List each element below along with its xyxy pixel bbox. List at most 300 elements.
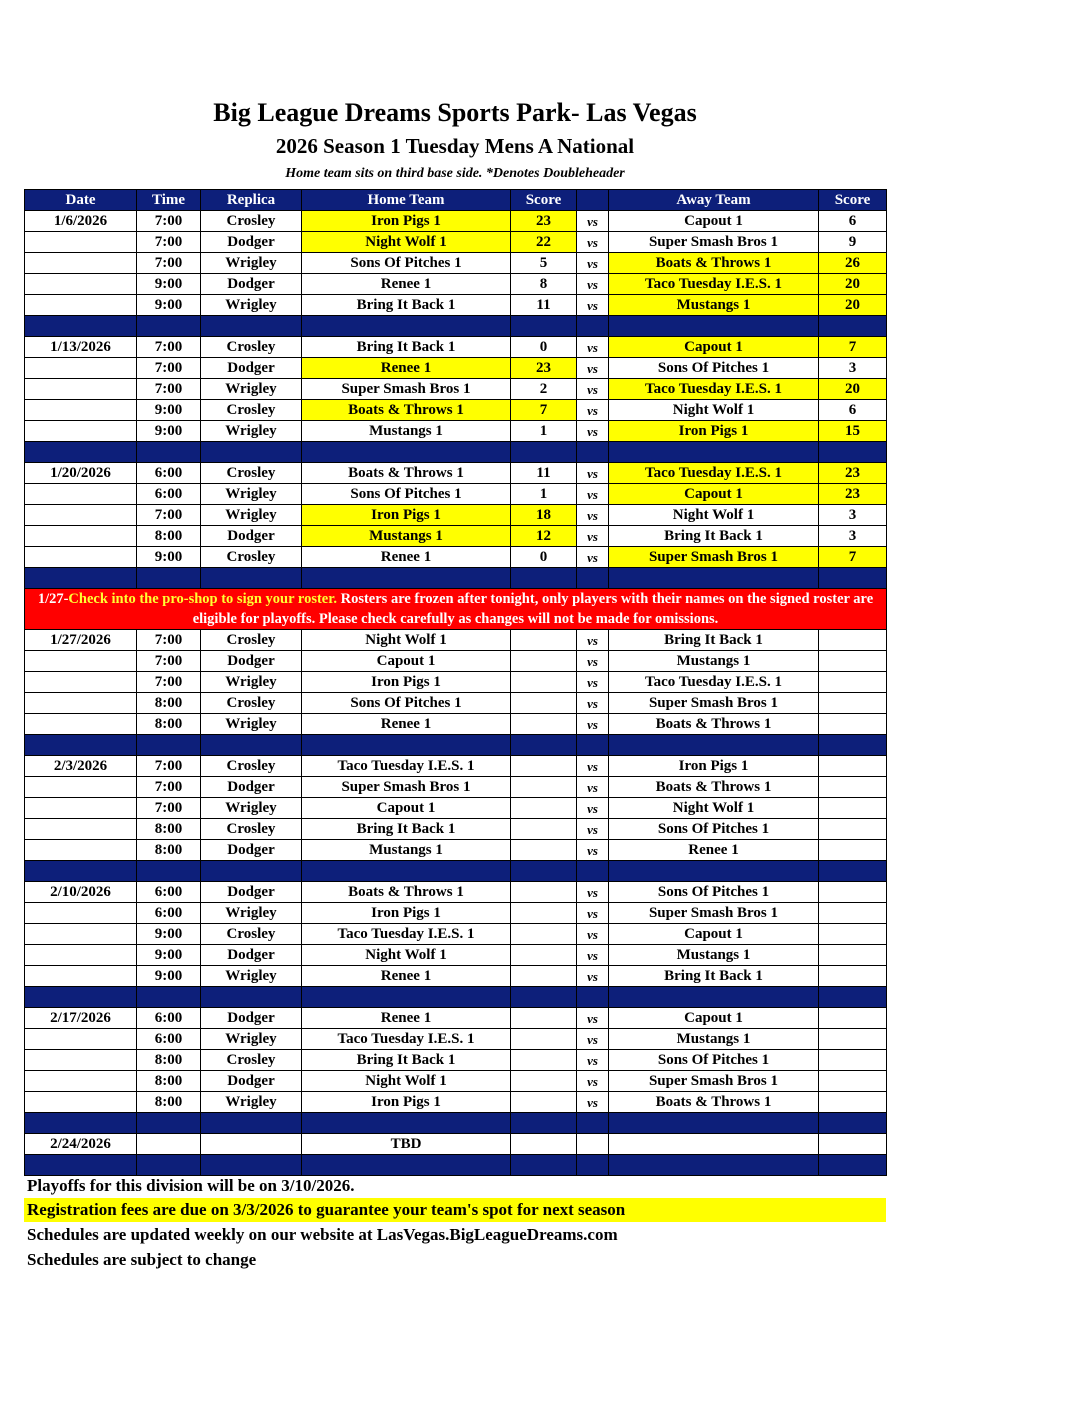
game-time: 9:00 [137,924,201,945]
vs-label: vs [577,211,609,232]
vs-label: vs [577,547,609,568]
separator-cell [609,861,819,882]
home-team: Night Wolf 1 [302,1071,511,1092]
notice-text: Rosters are frozen after tonight, only players with their names on the signed roster are eligible for playoffs. Please check carefully as changes will not be made for omissions. [192,591,874,627]
away-team: Sons Of Pitches 1 [609,882,819,903]
home-score: 11 [511,463,577,484]
game-field: Crosley [201,693,302,714]
home-team: Bring It Back 1 [302,295,511,316]
week-separator [25,568,887,589]
game-time [137,1134,201,1155]
vs-label: vs [577,295,609,316]
away-score [819,819,887,840]
home-team: Bring It Back 1 [302,819,511,840]
home-team: Capout 1 [302,798,511,819]
separator-cell [25,442,137,463]
game-time: 9:00 [137,421,201,442]
away-score: 3 [819,358,887,379]
vs-label: vs [577,274,609,295]
home-score [511,1134,577,1155]
separator-cell [609,1155,819,1176]
separator-cell [819,861,887,882]
game-date [25,232,137,253]
week-separator [25,987,887,1008]
away-team: Sons Of Pitches 1 [609,819,819,840]
game-time: 9:00 [137,400,201,421]
vs-label: vs [577,882,609,903]
game-date [25,819,137,840]
away-score: 9 [819,232,887,253]
away-team: Boats & Throws 1 [609,777,819,798]
game-field: Crosley [201,211,302,232]
notice-lead: 1/27- [37,591,69,607]
separator-cell [25,568,137,589]
vs-label: vs [577,337,609,358]
away-score [819,777,887,798]
col-header-date: Date [25,190,137,211]
home-score [511,819,577,840]
game-field: Wrigley [201,1029,302,1050]
game-field: Crosley [201,756,302,777]
game-date: 2/10/2026 [25,882,137,903]
separator-cell [25,987,137,1008]
separator-cell [302,442,511,463]
game-date [25,505,137,526]
registration-note: Registration fees are due on 3/3/2026 to guarantee your team's spot for next season [24,1198,886,1222]
game-date [25,379,137,400]
away-team: Capout 1 [609,1008,819,1029]
game-row [25,379,887,400]
separator-cell [819,442,887,463]
game-row [25,651,887,672]
game-row [25,1134,887,1155]
vs-label [577,1134,609,1155]
game-field: Dodger [201,651,302,672]
col-header-vs [577,190,609,211]
vs-label: vs [577,819,609,840]
col-header-home-team: Home Team [302,190,511,211]
away-score [819,924,887,945]
home-team: Renee 1 [302,358,511,379]
home-score [511,924,577,945]
home-team: Mustangs 1 [302,526,511,547]
home-score [511,1029,577,1050]
game-time: 7:00 [137,651,201,672]
game-row [25,777,887,798]
away-team: Night Wolf 1 [609,505,819,526]
home-score [511,945,577,966]
away-team: Super Smash Bros 1 [609,1071,819,1092]
separator-cell [609,735,819,756]
col-header-replica: Replica [201,190,302,211]
roster-notice-row [25,589,887,630]
game-date [25,798,137,819]
game-field: Dodger [201,945,302,966]
away-score [819,903,887,924]
game-date [25,253,137,274]
separator-cell [577,1155,609,1176]
away-team: Boats & Throws 1 [609,714,819,735]
separator-cell [137,442,201,463]
away-team: Sons Of Pitches 1 [609,358,819,379]
away-team: Super Smash Bros 1 [609,903,819,924]
game-date: 1/6/2026 [25,211,137,232]
game-row [25,505,887,526]
col-header-time: Time [137,190,201,211]
home-score [511,693,577,714]
separator-cell [577,735,609,756]
game-row [25,547,887,568]
separator-cell [201,442,302,463]
home-score [511,966,577,987]
vs-label: vs [577,505,609,526]
playoffs-note: Playoffs for this division will be on 3/10/2026. [27,1176,355,1195]
vs-label: vs [577,1029,609,1050]
separator-cell [577,316,609,337]
home-score: 1 [511,421,577,442]
game-time: 8:00 [137,526,201,547]
game-row [25,253,887,274]
game-date [25,274,137,295]
game-date [25,358,137,379]
game-time: 6:00 [137,1008,201,1029]
col-header-away-team: Away Team [609,190,819,211]
vs-label: vs [577,945,609,966]
vs-label: vs [577,1092,609,1113]
game-date [25,840,137,861]
separator-cell [201,735,302,756]
separator-cell [511,735,577,756]
away-score: 23 [819,463,887,484]
home-score: 22 [511,232,577,253]
game-time: 9:00 [137,547,201,568]
home-score [511,1071,577,1092]
home-score [511,903,577,924]
away-team: Super Smash Bros 1 [609,693,819,714]
away-team: Sons Of Pitches 1 [609,1050,819,1071]
game-time: 7:00 [137,253,201,274]
game-time: 6:00 [137,882,201,903]
separator-cell [302,735,511,756]
game-date [25,547,137,568]
home-team: Sons Of Pitches 1 [302,693,511,714]
game-time: 6:00 [137,903,201,924]
separator-cell [819,987,887,1008]
away-team: Taco Tuesday I.E.S. 1 [609,274,819,295]
game-time: 6:00 [137,1029,201,1050]
home-score: 23 [511,211,577,232]
away-score [819,1029,887,1050]
vs-label: vs [577,1071,609,1092]
game-field: Dodger [201,274,302,295]
home-team: Boats & Throws 1 [302,463,511,484]
separator-cell [577,568,609,589]
game-row [25,421,887,442]
away-score: 7 [819,337,887,358]
game-date [25,421,137,442]
game-time: 9:00 [137,274,201,295]
game-row [25,630,887,651]
home-team: Renee 1 [302,274,511,295]
vs-label: vs [577,526,609,547]
game-row [25,903,887,924]
separator-cell [511,1155,577,1176]
game-date [25,1029,137,1050]
away-team: Bring It Back 1 [609,966,819,987]
away-score [819,1071,887,1092]
game-date [25,714,137,735]
game-field: Crosley [201,400,302,421]
home-score: 7 [511,400,577,421]
home-score: 0 [511,337,577,358]
home-team: Sons Of Pitches 1 [302,484,511,505]
game-time: 8:00 [137,693,201,714]
game-field: Wrigley [201,714,302,735]
separator-cell [201,568,302,589]
separator-cell [201,316,302,337]
page-title: Big League Dreams Sports Park- Las Vegas [213,98,697,127]
home-team: Renee 1 [302,714,511,735]
game-field: Crosley [201,630,302,651]
home-team: Taco Tuesday I.E.S. 1 [302,924,511,945]
home-score [511,840,577,861]
vs-label: vs [577,693,609,714]
game-date: 2/3/2026 [25,756,137,777]
separator-cell [511,987,577,1008]
game-row [25,1008,887,1029]
website-note: Schedules are updated weekly on our website at LasVegas.BigLeagueDreams.com [27,1225,618,1244]
separator-cell [577,442,609,463]
game-field: Dodger [201,840,302,861]
game-time: 7:00 [137,337,201,358]
home-team: Iron Pigs 1 [302,505,511,526]
game-time: 8:00 [137,714,201,735]
away-score: 3 [819,526,887,547]
week-separator [25,1113,887,1134]
game-date [25,1050,137,1071]
separator-cell [25,1113,137,1134]
separator-cell [25,861,137,882]
away-team: Mustangs 1 [609,295,819,316]
vs-label: vs [577,924,609,945]
separator-cell [819,316,887,337]
separator-cell [201,1113,302,1134]
game-row [25,756,887,777]
home-score [511,672,577,693]
separator-cell [137,316,201,337]
vs-label: vs [577,714,609,735]
game-time: 7:00 [137,672,201,693]
game-date: 2/24/2026 [25,1134,137,1155]
vs-label: vs [577,1050,609,1071]
separator-cell [201,1155,302,1176]
separator-cell [302,861,511,882]
game-row [25,232,887,253]
home-team: Night Wolf 1 [302,945,511,966]
game-time: 8:00 [137,840,201,861]
game-field: Wrigley [201,484,302,505]
game-row [25,295,887,316]
game-row [25,882,887,903]
home-score [511,882,577,903]
game-time: 9:00 [137,295,201,316]
away-score [819,840,887,861]
vs-label: vs [577,966,609,987]
home-team: Iron Pigs 1 [302,903,511,924]
away-score [819,966,887,987]
game-date [25,672,137,693]
home-team: Super Smash Bros 1 [302,379,511,400]
separator-cell [577,1113,609,1134]
home-team: Bring It Back 1 [302,337,511,358]
game-date [25,400,137,421]
game-date [25,526,137,547]
separator-cell [819,1113,887,1134]
away-score: 7 [819,547,887,568]
away-team: Bring It Back 1 [609,526,819,547]
vs-label: vs [577,651,609,672]
separator-cell [819,568,887,589]
vs-label: vs [577,798,609,819]
game-row [25,966,887,987]
vs-label: vs [577,484,609,505]
game-date: 1/20/2026 [25,463,137,484]
vs-label: vs [577,630,609,651]
game-date [25,651,137,672]
separator-cell [609,442,819,463]
roster-notice [25,589,887,630]
away-team: Iron Pigs 1 [609,756,819,777]
game-time: 9:00 [137,966,201,987]
game-row [25,274,887,295]
game-field: Crosley [201,547,302,568]
game-date [25,1092,137,1113]
home-score: 0 [511,547,577,568]
game-time: 7:00 [137,358,201,379]
game-field: Wrigley [201,798,302,819]
game-time: 8:00 [137,1071,201,1092]
game-row [25,463,887,484]
game-row [25,819,887,840]
home-score: 5 [511,253,577,274]
away-team: Super Smash Bros 1 [609,547,819,568]
separator-cell [511,568,577,589]
separator-cell [137,987,201,1008]
table-header-row [25,190,887,211]
home-team: TBD [302,1134,511,1155]
home-score [511,756,577,777]
home-team: Capout 1 [302,651,511,672]
home-score: 2 [511,379,577,400]
game-time: 8:00 [137,819,201,840]
away-score [819,1134,887,1155]
away-team: Boats & Throws 1 [609,253,819,274]
game-field: Crosley [201,337,302,358]
away-team: Bring It Back 1 [609,630,819,651]
game-time: 6:00 [137,484,201,505]
away-score [819,756,887,777]
week-separator [25,316,887,337]
game-row [25,211,887,232]
separator-cell [137,1155,201,1176]
game-date: 2/17/2026 [25,1008,137,1029]
game-row [25,798,887,819]
separator-cell [137,1113,201,1134]
schedule-table [24,189,887,1176]
home-team: Renee 1 [302,966,511,987]
home-team: Taco Tuesday I.E.S. 1 [302,756,511,777]
away-team: Night Wolf 1 [609,400,819,421]
home-team: Iron Pigs 1 [302,672,511,693]
game-row [25,1071,887,1092]
home-team: Boats & Throws 1 [302,882,511,903]
game-time: 6:00 [137,463,201,484]
away-score: 20 [819,295,887,316]
away-score [819,672,887,693]
away-score: 20 [819,379,887,400]
game-row [25,484,887,505]
home-team: Boats & Throws 1 [302,400,511,421]
separator-cell [201,861,302,882]
separator-cell [302,316,511,337]
vs-label: vs [577,421,609,442]
separator-cell [577,861,609,882]
vs-label: vs [577,400,609,421]
game-field: Crosley [201,1050,302,1071]
game-field: Wrigley [201,295,302,316]
separator-cell [25,1155,137,1176]
week-separator [25,735,887,756]
home-score [511,777,577,798]
vs-label: vs [577,463,609,484]
separator-cell [25,316,137,337]
home-score: 18 [511,505,577,526]
away-team: Capout 1 [609,211,819,232]
game-time: 7:00 [137,232,201,253]
game-row [25,358,887,379]
game-field: Dodger [201,777,302,798]
vs-label: vs [577,903,609,924]
away-score: 6 [819,400,887,421]
separator-cell [302,987,511,1008]
separator-cell [302,568,511,589]
home-team: Renee 1 [302,547,511,568]
home-score: 1 [511,484,577,505]
away-team: Mustangs 1 [609,1029,819,1050]
away-team: Taco Tuesday I.E.S. 1 [609,672,819,693]
game-time: 9:00 [137,945,201,966]
vs-label: vs [577,358,609,379]
separator-cell [609,316,819,337]
away-score: 3 [819,505,887,526]
separator-cell [819,1155,887,1176]
game-field: Dodger [201,1008,302,1029]
away-score [819,630,887,651]
game-row [25,924,887,945]
game-field: Wrigley [201,379,302,400]
away-team: Renee 1 [609,840,819,861]
game-time: 7:00 [137,211,201,232]
home-score: 12 [511,526,577,547]
away-score: 26 [819,253,887,274]
home-score [511,651,577,672]
separator-cell [137,735,201,756]
away-team: Night Wolf 1 [609,798,819,819]
away-score: 23 [819,484,887,505]
home-score: 8 [511,274,577,295]
game-time: 7:00 [137,756,201,777]
game-field: Crosley [201,924,302,945]
